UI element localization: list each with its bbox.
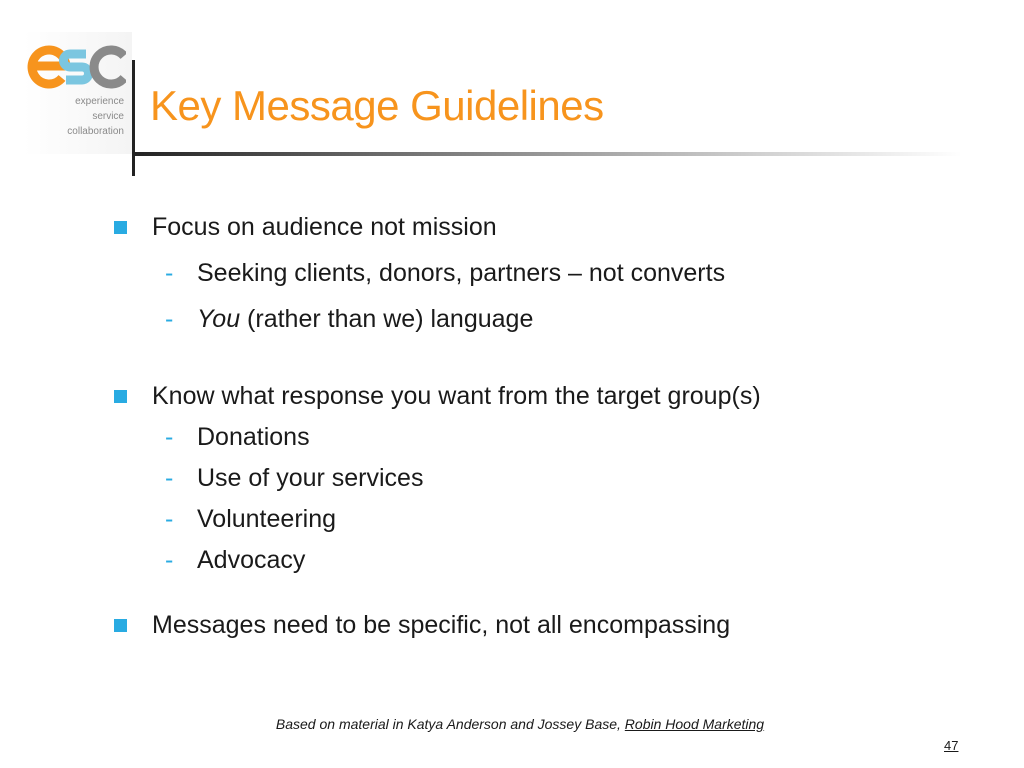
citation-link[interactable]: Robin Hood Marketing [624, 716, 765, 732]
dash-bullet-icon: - [165, 259, 174, 287]
slide-title: Key Message Guidelines [150, 82, 604, 129]
dash-bullet-icon: - [165, 464, 174, 492]
square-bullet-icon [114, 221, 127, 234]
sub-bullet-text: Volunteering [197, 505, 337, 533]
source-citation [0, 716, 1024, 732]
square-bullet-icon [114, 390, 127, 403]
sub-bullet-text [197, 304, 533, 334]
sub-bullet-text: Use of your services [197, 464, 424, 492]
sub-bullet-text: Donations [197, 423, 310, 451]
logo-word: experience [75, 96, 124, 107]
sub-bullet-text: Seeking clients, donors, partners – not converts [197, 259, 726, 287]
bullet-text: Messages need to be specific, not all encompassing [152, 611, 731, 639]
citation-text: Based on material in Katya Anderson and Jossey Base, [275, 716, 625, 732]
dash-bullet-icon: - [165, 505, 174, 533]
dash-bullet-icon: - [165, 546, 174, 574]
square-bullet-icon [114, 619, 127, 632]
bullet-text: Focus on audience not mission [152, 213, 497, 241]
emphasis-text: You [197, 305, 241, 333]
logo-word: service [92, 111, 124, 122]
page-number: 47 [944, 738, 959, 753]
sub-bullet-text: Advocacy [197, 546, 306, 574]
bullet-text: Know what response you want from the target group(s) [152, 382, 761, 410]
dash-bullet-icon: - [165, 423, 174, 451]
dash-bullet-icon: - [165, 305, 174, 333]
sub-bullet-rest: (rather than we) language [240, 305, 534, 333]
logo-word: collaboration [67, 126, 124, 137]
